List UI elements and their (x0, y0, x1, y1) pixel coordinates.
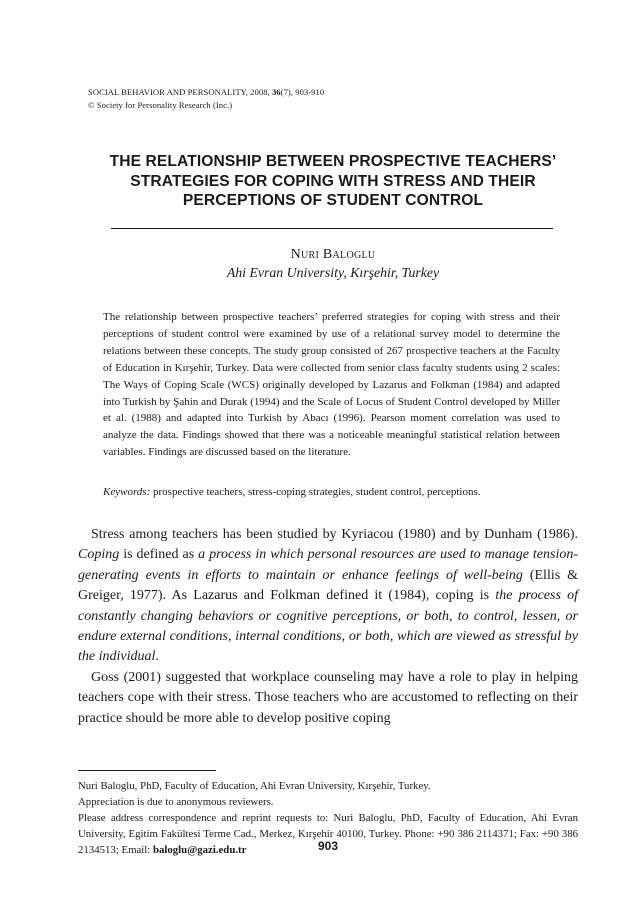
footnote-acknowledgement: Appreciation is due to anonymous reviewers. (78, 796, 274, 809)
author-affiliation: Ahi Evran University, Kırşehir, Turkey (226, 265, 440, 280)
journal-citation (88, 86, 568, 99)
footnote-correspondence-text: Please address correspondence and reprint requests to: Nuri Baloglu, PhD, Faculty of Education, Ahi Evran University, Egitim Fakültesi Terme Cad., Merkez, Kırşehir 40100, Turkey. Phone: +90 386 2114371; Fax: +90 386 2134513; Email: (78, 812, 578, 857)
email-link[interactable]: baloglu@gazi.edu.tr (152, 844, 247, 857)
article-title: THE RELATIONSHIP BETWEEN PROSPECTIVE TEACHERS’ STRATEGIES FOR COPING WITH STRESS AND THEIR PERCEPTIONS OF STUDENT CONTROL (109, 153, 557, 209)
body-italic-run: the process of constantly changing behaviors or cognitive perceptions, or both, to control, lessen, or endure external conditions, internal conditions, or both, which are viewed as stressful by the individual (78, 588, 579, 665)
abstract: The relationship between prospective teachers’ preferred strategies for coping with stress and their perceptions of student control were examined by use of a relational survey model to determine the relations between these concepts. The study group consisted of 267 prospective teachers at the Faculty of Education in Kırşehir, Turkey. Data were collected from senior class faculty students using 2 scales: The Ways of Coping Scale (WCS) originally developed by Lazarus and Folkman (1984) and adapted into Turkish by Şahin and Durak (1994) and the Scale of Locus of Student Control developed by Miller et al. (1988) and adapted into Turkish by Abacı (1996). Pearson moment correlation was used to analyze the data. Findings showed that there was a noticeable meaningful statistical relation between variables. Findings are discussed based on the literature. (103, 311, 560, 459)
title-divider (111, 228, 553, 229)
body-italic-run: a process in which personal resources are used to manage tension-generating events in efforts to maintain or enhance feelings of well-being (78, 547, 578, 583)
journal-issue-pages: (7), 903-910 (280, 87, 325, 97)
author-name: Nuri Baloglu (290, 247, 376, 262)
page-number: 903 (317, 839, 339, 853)
keywords (103, 484, 560, 500)
body-paragraph-1 (78, 525, 578, 668)
body-text-run: . (155, 649, 159, 665)
journal-volume: 36 (271, 87, 281, 97)
footnote-author: Nuri Baloglu, PhD, Faculty of Education, Ahi Evran University, Kırşehir, Turkey. (78, 780, 431, 792)
body-italic-run: Coping (78, 547, 120, 563)
running-head (88, 86, 568, 111)
body-text-run: (Ellis & Greiger, 1977). As Lazarus and Folkman defined it (1984), coping is (78, 567, 578, 604)
keywords-text: prospective teachers, stress-coping strategies, student control, perceptions. (150, 486, 481, 498)
body-paragraph-2: Goss (2001) suggested that workplace counseling may have a role to play in helping teachers cope with their stress. Those teachers who are accustomed to reflecting on their practice should be more able to develop positive coping (78, 669, 578, 726)
copyright-line: © Society for Personality Research (Inc.) (88, 99, 233, 110)
body-text-run: Stress among teachers has been studied by Kyriacou (1980) and by Dunham (1986). (91, 527, 578, 542)
journal-name: SOCIAL BEHAVIOR AND PERSONALITY, 2008, (88, 87, 272, 97)
body-text-run: is defined as (119, 547, 199, 563)
keywords-label: Keywords: (103, 486, 151, 498)
body-text (78, 525, 578, 729)
footnote-divider (78, 770, 216, 771)
